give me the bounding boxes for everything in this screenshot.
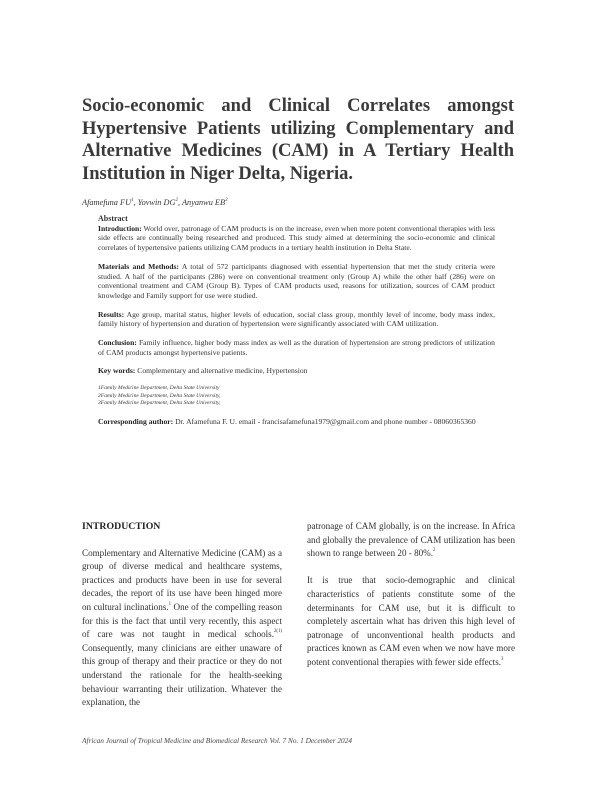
corresponding-text: Dr. Afamefuna F. U. email - francisafamefuna1979@gmail.com and phone number - 08060365360 — [175, 416, 476, 426]
author-affiliation-mark: 2 — [175, 198, 178, 204]
section-label: Materials and Methods: — [98, 261, 179, 271]
article-title: Socio-economic and Clinical Correlates amongst Hypertensive Patients utilizing Complementary and Alternative Medicines (CAM) in A Tertiary Health Institution in Niger Delta, Nigeria. — [82, 96, 514, 184]
affiliation-line: 2Family Medicine Department, Delta State University, — [98, 392, 221, 399]
journal-footer: African Journal of Tropical Medicine and Biomedical Research Vol. 7 No. 1 December 2024 — [82, 736, 353, 745]
abstract-block — [98, 214, 495, 427]
section-text: Family influence, higher body mass index as well as the duration of hypertension are strong predictors of utilization of CAM products amongst hypertensive patients. — [98, 338, 495, 357]
corresponding-author — [98, 417, 495, 427]
section-label: Introduction: — [98, 223, 142, 233]
affiliation-line: 1Family Medicine Department, Delta State University — [98, 385, 220, 392]
citation-ref: 1 — [168, 601, 171, 607]
author-affiliation-mark: 1 — [131, 198, 134, 204]
section-label: Key words: — [98, 366, 136, 376]
section-text: A total of 572 participants diagnosed with essential hypertension that met the study criteria were studied. A half of the participants (286) were on conventional treatment only (Group A) while the other half (286) were on conventional treatment and CAM (Group B). Types of CAM products used, reasons for utilization, sources of CAM product knowledge and Family support for use were studied. — [98, 261, 495, 300]
abstract-methods — [98, 262, 495, 301]
body-paragraph — [82, 547, 282, 710]
section-text: Complementary and alternative medicine, Hypertension — [137, 366, 308, 376]
body-text: It is true that socio-demographic and clinical characteristics of patients constitute some of the determinants for CAM use, but it is difficult to completely ascertain what has driven this high level of patronage of unconventional health products and practices known as CAM even when we now have more potent conventional therapies with fewer side effects. — [307, 575, 515, 667]
body-paragraph — [307, 520, 515, 561]
section-label: Corresponding author: — [98, 416, 174, 426]
citation-ref: 2 — [433, 548, 436, 554]
section-label: Results: — [98, 309, 125, 319]
abstract-keywords — [98, 366, 495, 376]
section-heading: INTRODUCTION — [82, 521, 161, 532]
body-text: Complementary and Alternative Medicine (CAM) as a group of diverse medical and healthcare systems, practices and products have been in use for several decades, the report of its use have been hinged more on cultural inclinations. — [82, 547, 282, 612]
author-list: Afamefuna $FU^1$, Yovwin $DG^2$, Anyanwu $EB^3$ — [82, 198, 228, 207]
abstract-heading: Abstract — [98, 214, 128, 223]
body-column-right — [307, 520, 515, 683]
citation-ref: 3 — [501, 656, 504, 662]
body-paragraph — [307, 574, 515, 669]
abstract-conclusion — [98, 338, 495, 357]
author-name: Anyanwu EB — [181, 198, 226, 207]
abstract-introduction — [98, 224, 495, 253]
author-name: Afamefuna FU — [82, 198, 132, 207]
body-text: Consequently, many clinicians are either unaware of this group of therapy and their practice or they do not understand the rationale for the health-seeking behaviour warranting their utilization. Whatever the explanation, the — [82, 642, 282, 708]
affiliation-line: 3Family Medicine Department, Delta State University, — [98, 400, 221, 407]
abstract-results — [98, 310, 495, 329]
section-text: Age group, marital status, higher levels of education, social class group, monthly level of income, body mass index, family history of hypertension and duration of hypertension were significantly associated with CAM utilization. — [98, 309, 495, 329]
affiliation-list — [98, 385, 495, 408]
author-name: Yovwin DG — [137, 198, 176, 207]
body-text: patronage of CAM globally, is on the increase. In Africa and globally the prevalence of CAM utilization has been shown to range between 20 - 80%. — [307, 521, 515, 559]
body-column-left — [82, 520, 282, 723]
section-label: Conclusion: — [98, 338, 137, 348]
citation-ref: 2(1) — [274, 629, 282, 635]
section-text: World over, patronage of CAM products is on the increase, even when more potent conventional therapies with less side effects are continually being researched and produced. This study aimed at determining the socio-economic and clinical correlates of hypertensive patients utilizing CAM products in a tertiary health institution in Delta State. — [98, 223, 495, 253]
author-affiliation-mark: 3 — [225, 198, 228, 204]
body-text: One of the compelling reason for this is the fact that until very recently, this aspect of care was not taught in medical schools. — [82, 601, 282, 640]
